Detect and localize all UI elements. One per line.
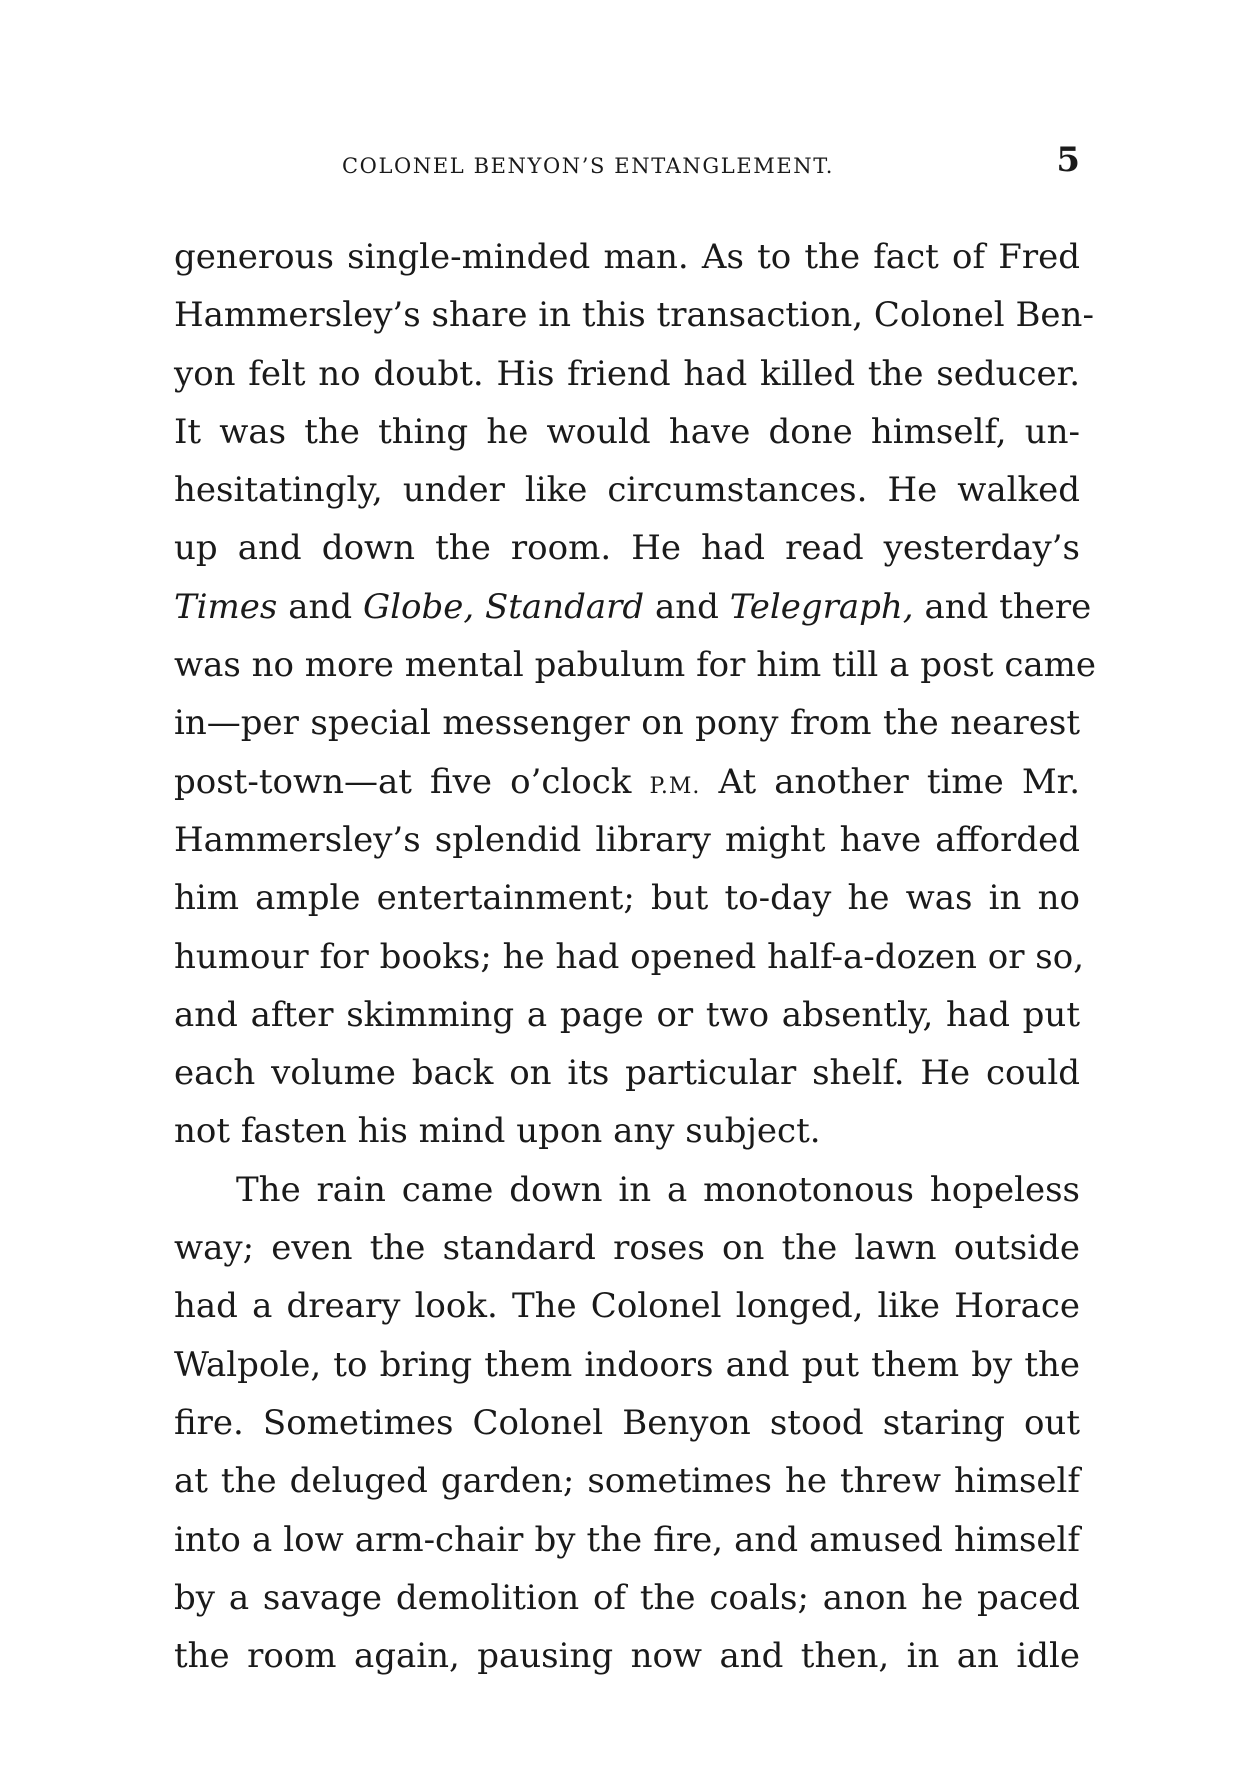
text-line: had a dreary look. The Colonel longed, like Horace <box>174 1286 1080 1327</box>
paragraph-1 <box>174 228 1097 1161</box>
line-end: At another time Mr. <box>718 761 1080 802</box>
running-head <box>174 140 1080 190</box>
text-line: was no more mental pabulum for him till a post came <box>174 645 1097 686</box>
running-title: COLONEL BENYON’S ENTANGLEMENT. <box>342 154 835 178</box>
word-and: and <box>654 586 719 627</box>
text-line: fire. Sometimes Colonel Benyon stood staring out <box>174 1402 1080 1443</box>
time-pm: P.M. <box>649 773 701 799</box>
body-text <box>174 228 1097 1685</box>
text-line: by a savage demolition of the coals; anon he paced <box>174 1577 1080 1618</box>
text-line: It was the thing he would have done himself, un- <box>174 411 1080 452</box>
newspaper-globe: Globe, <box>362 586 475 627</box>
newspaper-standard: Standard <box>484 586 645 627</box>
text-line: at the deluged garden; sometimes he threw himself <box>174 1461 1080 1502</box>
text-line: Hammersley’s share in this transaction, Colonel Ben- <box>174 295 1094 336</box>
text-line: in—per special messenger on pony from the nearest <box>174 703 1080 744</box>
text-line: humour for books; he had opened half-a-dozen or so, <box>174 936 1084 977</box>
newspaper-telegraph: Telegraph, <box>729 586 914 627</box>
text-line: way; even the standard roses on the lawn outside <box>174 1228 1080 1269</box>
text-line: and after skimming a page or two absently, had put <box>174 994 1080 1035</box>
text-line: into a low arm-chair by the fire, and amused himself <box>174 1519 1080 1560</box>
text-line: up and down the room. He had read yesterday’s <box>174 528 1080 569</box>
text-line: generous single-minded man. As to the fact of Fred <box>174 237 1080 277</box>
text-line-time <box>174 753 1080 811</box>
text-line: Walpole, to bring them indoors and put them by the <box>174 1344 1080 1385</box>
text-line: hesitatingly, under like circumstances. He walked <box>174 470 1080 511</box>
word-and: and <box>288 586 353 627</box>
line-remainder: and there <box>924 586 1092 627</box>
text-line: him ample entertainment; but to-day he was in no <box>174 878 1080 919</box>
newspaper-times: Times <box>174 586 278 627</box>
paragraph-2 <box>174 1161 1080 1686</box>
text-line: Hammersley’s splendid library might have afforded <box>174 819 1080 860</box>
text-line-newspapers <box>174 578 1092 636</box>
page-number: 5 <box>1056 140 1080 180</box>
text-line: not fasten his mind upon any subject. <box>174 1111 821 1152</box>
text-line: The rain came down in a monotonous hopeless <box>236 1169 1080 1210</box>
text-line: yon felt no doubt. His friend had killed the seducer. <box>174 353 1080 394</box>
text-line: each volume back on its particular shelf. He could <box>174 1053 1080 1094</box>
line-start: post-town—at five o’clock <box>174 761 632 802</box>
text-line: the room again, pausing now and then, in an idle <box>174 1636 1080 1677</box>
